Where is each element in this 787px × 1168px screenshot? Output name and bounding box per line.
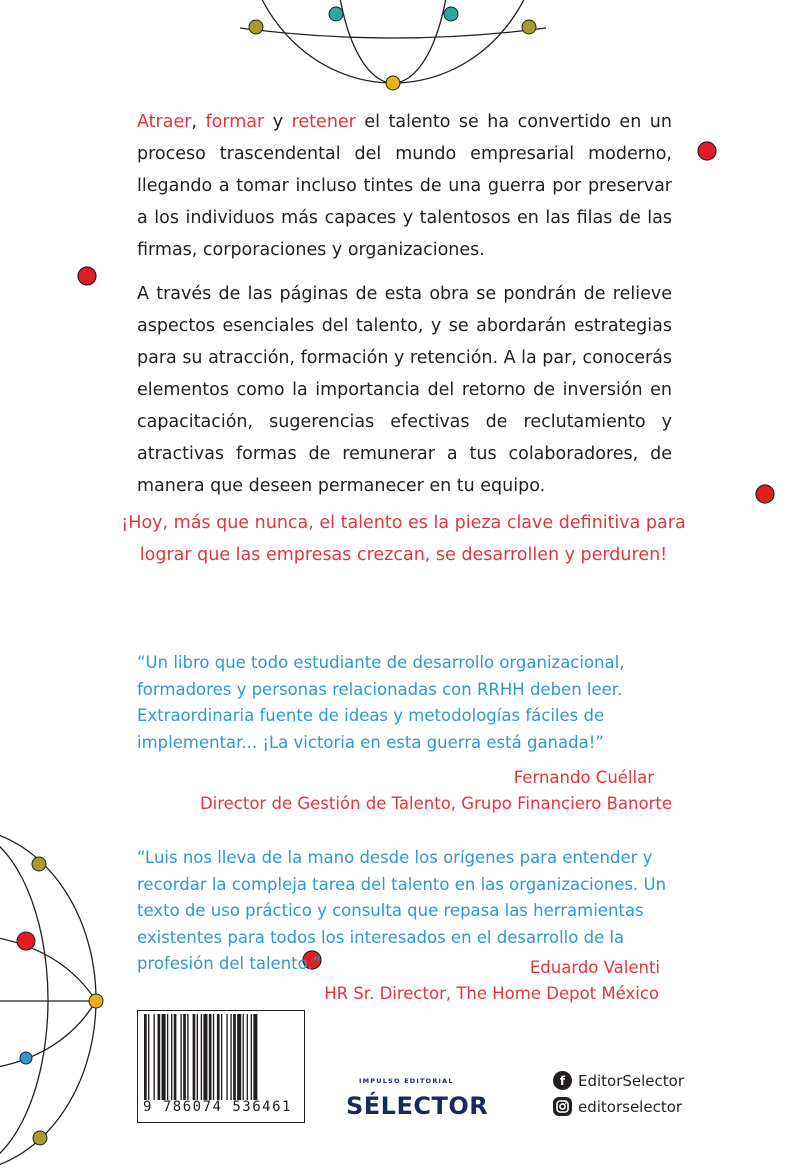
barcode-bar [217,1014,220,1100]
publisher-logo: SÉLECTOR [346,1092,489,1120]
barcode-bar [180,1014,181,1100]
facebook-handle: EditorSelector [578,1071,685,1090]
intro-paragraph-rest: el talento se ha convertido en un proceso trascendental del mundo empresarial moderno, llegando a tomar incluso tintes de una guerra por preservar a los individuos más capaces y talentosos en las filas de las firmas, corporaciones y organizaciones. [137,112,672,260]
keyword-retener: retener [291,112,356,132]
social-instagram [553,1097,682,1116]
instagram-handle: editorselector [578,1097,683,1116]
tagline-line-1: ¡Hoy, más que nunca, el talento es la pieza clave definitiva para [121,513,686,533]
intro-paragraph [137,106,672,266]
facebook-icon: f [553,1071,572,1090]
publisher-imprint: IMPULSO EDITORIAL [359,1077,454,1085]
barcode-bar [174,1014,177,1100]
barcode-bar [201,1014,202,1100]
isbn-number: 9 786074 536461 [143,1099,292,1115]
barcode-bar [162,1014,166,1100]
tagline-line-2: lograr que las empresas crezcan, se desarrollen y perduren! [139,545,668,565]
barcode-bar [226,1014,227,1100]
testimonial-quote: “Un libro que todo estudiante de desarrollo organizacional, formadores y personas relacionadas con RRHH deben leer. Extraordinaria fuente de ideas y metodologías fáciles de implementar... ¡La victoria en esta guerra está ganada!” [137,653,625,752]
barcode-bar [209,1014,212,1100]
testimonial-author: Fernando Cuéllar [513,768,654,787]
social-facebook [553,1071,684,1090]
keyword-atraer: Atraer [137,112,192,132]
barcode-bar [183,1014,186,1100]
testimonial-author-title: Director de Gestión de Talento, Grupo Financiero Banorte [199,794,672,813]
separator: , [191,112,206,132]
barcode-bar [148,1014,149,1100]
barcode-bar [233,1014,236,1100]
barcode-bar [187,1014,188,1100]
barcode-bar [230,1014,231,1100]
testimonial-author-title: HR Sr. Director, The Home Depot México [324,984,659,1003]
barcode-bar [237,1014,241,1100]
testimonial-quote: “Luis nos lleva de la mano desde los orígenes para entender y recordar la compleja tarea del talento en las organizaciones. Un texto de uso práctico y consulta que repasa las herramientas existentes para todos los interesados en el desarrollo de la profesión del talento.” [137,848,667,973]
instagram-icon [553,1097,572,1116]
barcode-bar [197,1014,198,1100]
keyword-formar: formar [205,112,265,132]
testimonial-author: Eduardo Valenti [529,958,660,977]
barcode-bar [193,1014,196,1100]
barcode-bar [247,1014,248,1100]
barcode-bar [253,1014,257,1100]
separator: y [264,112,292,132]
barcode-bar [167,1014,168,1100]
body-paragraph: A través de las páginas de esta obra se pondrán de relieve aspectos esenciales del talento, y se abordarán estrategias para su atracción, formación y retención. A la par, conocerás elementos como la importancia del retorno de inversión en capacitación, sugerencias efectivas de reclutamiento y atractivas formas de remunerar a tus colaboradores, de manera que deseen permanecer en tu equipo. [137,284,672,496]
barcode-bar [144,1014,147,1100]
barcode-bar [221,1014,222,1100]
barcode-bar [243,1014,244,1100]
barcode-bar [251,1014,252,1100]
barcode-bar [171,1014,172,1100]
barcode-bar [158,1014,161,1100]
barcode-bars [140,1014,305,1102]
barcode-bar [213,1014,214,1100]
barcode-bar [203,1014,207,1100]
barcode-bar [153,1014,154,1100]
